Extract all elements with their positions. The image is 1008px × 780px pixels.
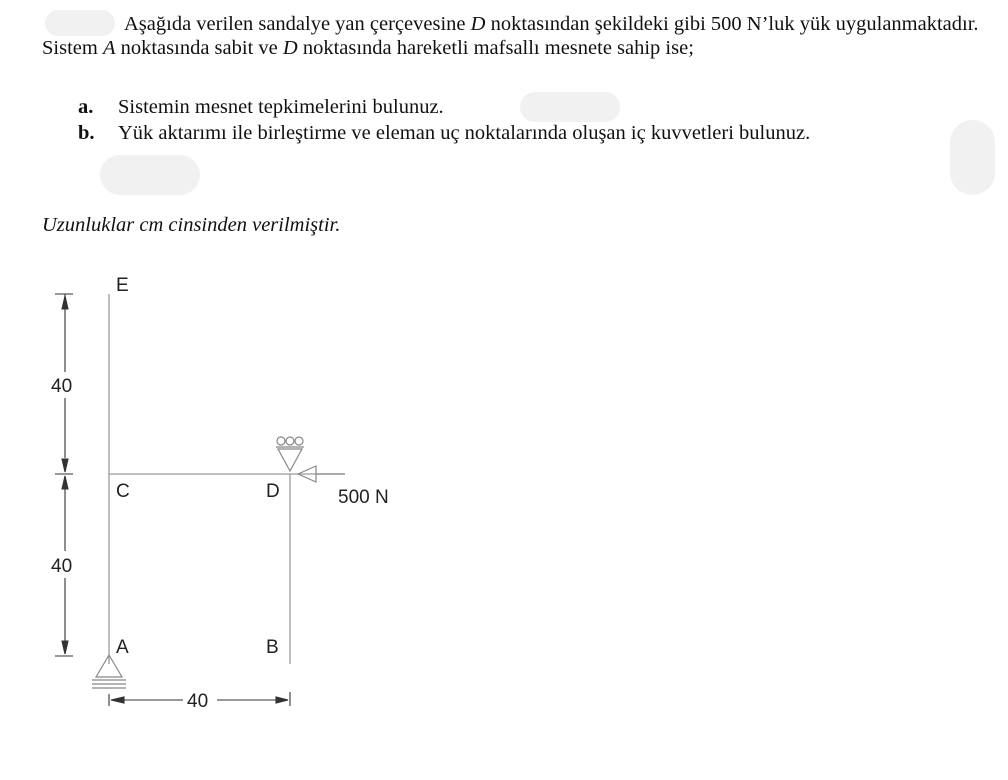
point-d-ref: D xyxy=(282,37,298,59)
intro-text: noktasından şekildeki gibi 500 N’luk yük uygulanmaktadır. Sistem xyxy=(42,13,979,59)
question-letter: a. xyxy=(78,96,94,118)
units-note: Uzunluklar cm cinsinden verilmiştir. xyxy=(42,214,341,236)
question-text: Yük aktarımı ile birleştirme ve eleman uç noktalarında oluşan iç kuvvetleri bulunuz. xyxy=(118,122,811,144)
label-d: D xyxy=(266,481,280,502)
intro-text: Aşağıda verilen sandalye yan çerçevesine xyxy=(124,13,471,35)
dimension-upper-label: 40 xyxy=(51,376,73,397)
dimension-horizontal-label: 40 xyxy=(187,691,209,712)
vertical-dimension xyxy=(55,294,73,656)
intro-text: noktasında hareketli mafsallı mesnete sahip ise; xyxy=(297,37,694,59)
label-e: E xyxy=(116,275,129,296)
question-text: Sistemin mesnet tepkimelerini bulunuz. xyxy=(118,96,444,118)
point-d-ref: D xyxy=(470,13,486,35)
dimension-lower-label: 40 xyxy=(51,556,73,577)
roller-support-icon xyxy=(276,437,304,471)
point-a-ref: A xyxy=(102,37,116,59)
question-letter: b. xyxy=(78,122,95,144)
label-a: A xyxy=(116,637,129,658)
load-label: 500 N xyxy=(338,487,389,508)
label-b: B xyxy=(266,637,279,658)
intro-text: noktasında sabit ve xyxy=(115,37,283,59)
label-c: C xyxy=(116,481,130,502)
